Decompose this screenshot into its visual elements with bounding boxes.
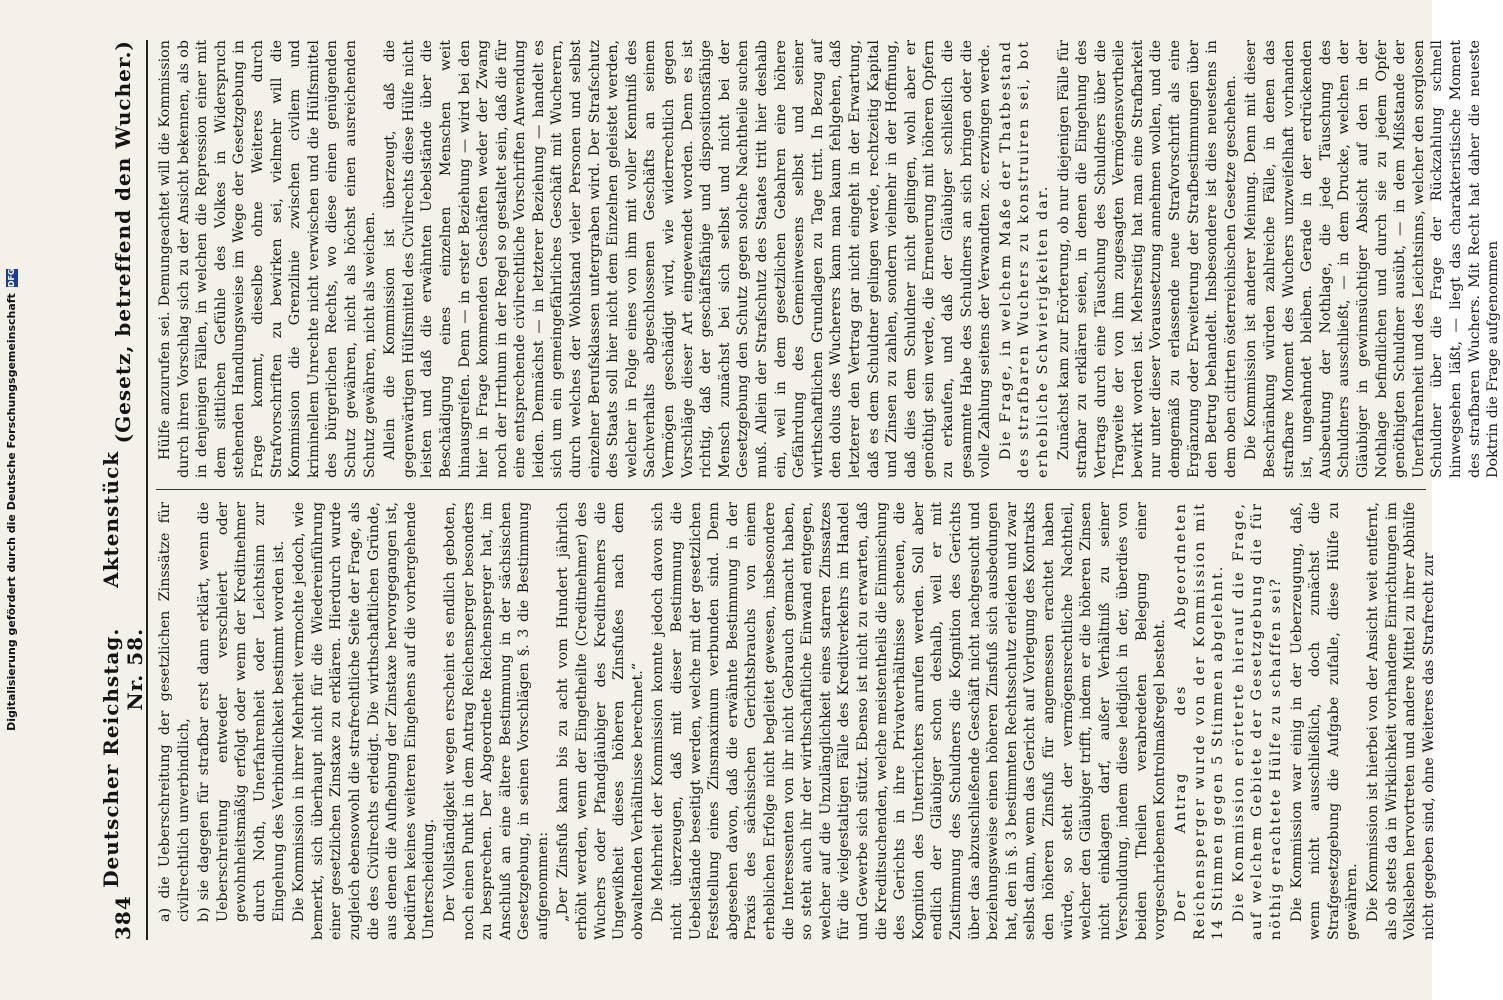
paragraph: a) die Ueberschreitung der gesetzlichen Zinssätze für civilrechtlich unverbindlich, (157, 502, 192, 922)
left-column (156, 502, 1437, 940)
paragraph: Hülfe anzurufen sei. Demungeachtet will die Kommission durch ihren Vorschlag sich zu der Ansicht bekennen, als ob in denjenigen Fällen, in welchen die Repression einer mit dem sittlichen Gefühle des Volkes in Widerspruch stehenden Handlungsweise im Wege der Gesetzgebung in Frage kommt, dieselbe ohne Weiteres durch Strafvorschriften zu bewirken sei, vielmehr will die Kommission die Grenzlinie zwischen civilem und kriminellem Unrechte nicht verwischen und die Hülfsmittel des bürgerlichen Rechts, wo diese einen genügenden Schutz gewähren, nicht als höchst einen ausreichenden Schutz gewähren, nicht als weichen. (157, 40, 378, 478)
text-columns (156, 40, 1502, 940)
right-column (156, 40, 1502, 478)
paragraph: Die Kommission ist hierbei von der Ansicht weit entfernt, als ob stets da in Wirklichkeit vorhandene Einrichtungen im Volksleben hervortreten und andere Mittel zu ihrer Abhülfe nicht gegeben sind, ohne Weiteres das Strafrecht zur (1365, 502, 1437, 940)
header-publication-title: Deutscher Reichstag. (99, 627, 123, 888)
paragraph: Die Kommission ist anderer Meinung. Denn mit dieser Beschränkung würden zahlreiche Fälle, in denen das strafbare Moment des Wuchers unzweifelhaft vorhanden ist, ungeahndet bleiben. Gerade in der erdrückenden Ausbeutung der Nothlage, die jede Täuschung des Schuldners ausschließt, — in dem Drucke, welchen der Gläubiger in gewinnsüchtiger Absicht auf den in der Nothlage befindlichen und durch sie zu jedem Opfer genöthigten Schuldner ausübt, — in dem Mißstande der Unerfahrenheit und des Leichtsinns, welcher den sorglosen Schuldner über die Frage der Rückzahlung schnell hinwegsehen läßt, — liegt das charakteristische Moment des strafbaren Wuchers. Mit Recht hat daher die neueste Doktrin die Frage aufgenommen (1243, 40, 1502, 478)
credit-text: Digitalisierung gefördert durch die Deutsche Forschungsgemeinschaft (5, 293, 18, 731)
page-number: 384 (111, 895, 135, 940)
paragraph: b) sie dagegen für strafbar erst dann erklärt, wenn die Ueberschreitung entweder verschleiert oder gewohnheitsmäßig erfolgt oder wenn der Kreditnehmer durch Noth, Unerfahrenheit oder Leichtsinn zur Eingehung des Verbindlichkeit bestimmt worden ist. (196, 502, 287, 922)
paragraph: Die Kommission war einig in der Ueberzeugung, daß, wenn nicht ausschließlich, doch zunächst die Strafgesetzgebung die Aufgabe zufalle, diese Hülfe zu gewähren. (1288, 502, 1361, 940)
page-header (100, 40, 148, 940)
paragraph: Die Frage, in welchem Maße der Thatbestand des strafbaren Wuchers zu konstruiren sei, bot erhebliche Schwierigkeiten dar. (997, 40, 1051, 478)
dfg-logo-icon: DFG (7, 268, 16, 288)
header-publication (99, 443, 147, 895)
paragraph: Die Mehrheit der Kommission konnte jedoch davon sich nicht überzeugen, daß mit dieser Bestimmung die Uebelstände beseitigt werden, welche mit der gesetzlichen Feststellung eines Zinsmaximum verbunden sind. Denn abgesehen davon, daß die erwähnte Bestimmung in der Praxis des sächsischen Gerichtsbrauchs von einem erheblichen Erfolge nicht begleitet gewesen, insbesondere die Interessenten von ihr nicht Gebrauch gemacht haben, so steht auch ihr der wirthschaftliche Einwand entgegen, welcher auf die Unzulänglichkeit eines starren Zinssatzes für die vielgestaltigen Fälle des Kreditverkehrs im Handel und Gewerbe sich stützt. Ebenso ist nicht zu erwarten, daß die Kreditsuchenden, welche meistentheils die Einmischung des Gerichts in ihre Privatverhältnisse scheuen, die Kognition des Unterrichters anrufen werden. Soll aber endlich der Gläubiger schon deshalb, weil er mit Zustimmung des Schuldners die Kognition des Gerichts über das abzuschließende Geschäft nicht nachgesucht und beziehungsweise einen höheren Zinsfuß sich ausbedungen hat, den in §. 3 bestimmten Rechtsschutz erleiden und zwar selbst dann, wenn das Gericht auf Vorlegung des Kontrakts den höheren Zinsfuß für angemessen erachtet haben würde, so steht der vermögensrechtliche Nachtheil, welcher den Gläubiger trifft, indem er die höheren Zinsen nicht einklagen darf, außer Verhältniß zu seiner Verschuldung, indem diese lediglich in der, überdies von beiden Theilen verabredeten Belegung einer vorgeschriebenen Kontrolmaßregel besteht. (650, 502, 1169, 940)
paragraph: Der Antrag des Abgeordneten Reichensperger wurde von der Kommission mit 14 Stimmen gegen 5 Stimmen abgelehnt. (1173, 502, 1227, 940)
digitization-credit (2, 0, 22, 1000)
paragraph: Zunächst kam zur Erörterung, ob nur diejenigen Fälle für strafbar zu erklären seien, in denen die Eingehung des Vertrags durch eine Täuschung des Schuldners über die Tragweite der von ihm zugesagten Vermögensvortheile bewirkt worden ist. Mehrseitig hat man eine Strafbarkeit nur unter dieser Voraussetzung annehmen wollen, und die demgemäß zu erlassende neue Strafvorschrift als eine Ergänzung oder Erweiterung der Strafbestimmungen über den Betrug behandelt. Insbesondere ist dies neuestens in dem oben citirten österreichischen Gesetze geschehen. (1055, 40, 1239, 478)
credit-strip (2, 0, 22, 1000)
header-topic: (Gesetz, betreffend den Wucher.) (111, 40, 135, 444)
header-document-number: Aktenstück Nr. 58. (99, 450, 147, 711)
paragraph: Die Kommission erörterte hierauf die Frage, auf welchem Gebiete der Gesetzgebung die für nöthig erachtete Hülfe zu schaffen sei? (1230, 502, 1285, 940)
paragraph: Der Vollständigkeit wegen erscheint es endlich geboten, noch einen Punkt in dem Antrag Reichensperger besonders zu besprechen. Der Abgeordnete Reichensperger hat, im Anschluß an eine ältere Bestimmung in der sächsischen Gesetzgebung, in seinen Vorschlägen §. 3 die Bestimmung aufgenommen: (441, 502, 551, 940)
rotated-page-content (99, 40, 1502, 940)
paragraph: Die Kommission in ihrer Mehrheit vermochte jedoch, wie bemerkt, sich überhaupt nicht für die Wiedereinführung einer gesetzlichen Zinstaxe zu erklären. Hierdurch wurde zugleich ebensowohl die strafrechtliche Seite der Frage, als die des Civilrechts erledigt. Die wirthschaftlichen Gründe, aus denen die Aufhebung der Zinstaxe hervorgegangen ist, bedürfen keines weiteren Eingehens auf die vorhergehende Unterscheidung. (291, 502, 438, 940)
paragraph: Allein die Kommission ist überzeugt, daß die gegenwärtigen Hülfsmittel des Civilrechts diese Hülfe nicht leisten und daß die erwähnten Uebelstände über die Beschädigung eines einzelnen Menschen weit hinausgreifen. Denn — in erster Beziehung — wird bei den hier in Frage kommenden Geschäften weder der Zwang noch der Irrthum in der Regel so gestaltet sein, daß die für eine entsprechende civilrechtliche Vorschriften Anwendung leiden. Demnächst — in letzterer Beziehung — handelt es sich um ein gemeingefährliches Geschäft mit Wucherern, durch welches der Wohlstand vieler Personen und selbst einzelner Berufsklassen untergraben wird. Der Strafschutz des Staats soll hier nicht dem Einzelnen geleistet werden, welcher in Folge eines von ihm mit voller Kenntniß des Sachverhalts abgeschlossenen Geschäfts an seinem Vermögen geschädigt wird, wie widerrechtlich gegen Vorschläge dieser Art eingewendet worden. Denn es ist richtig, daß der geschäftsfähige und dispositionsfähige Mensch zunächst bei sich selbst und nicht bei der Gesetzgebung den Schutz gegen solche Nachtheile suchen muß. Allein der Strafschutz des Staates tritt hier deshalb ein, weil in dem gesetzlichen Gebahren eine höhere Gefährdung des Gemeinwesens selbst und seiner wirthschaftlichen Grundlagen zu Tage tritt. In Bezug auf den dolus des Wucherers kann man kaum fehlgehen, daß letzterer den Vertrag gar nicht eingeht in der Erwartung, daß es dem Schuldner gelingen werde, rechtzeitig Kapital und Zinsen zu zahlen, sondern vielmehr in der Hoffnung, daß dies dem Schuldner nicht gelingen, wohl aber er genöthigt sein werde, die Erneuerung mit höheren Opfern zu erkaufen, und daß der Gläubiger schließlich die gesammte Habe des Schuldners an sich bringen oder die volle Zahlung seitens der Verwandten zc. erzwingen werde. (382, 40, 994, 478)
column-divider (156, 489, 1426, 490)
paragraph: „Der Zinsfuß kann bis zu acht vom Hundert jährlich erhöht werden, wenn der Eingetheilte (Creditnehmer) des Wuchers oder Pfandgläubiger des Kreditnehmers die Ungewißheit dieses höheren Zinsfußes nach dem obwaltenden Verhältnisse berechnet.“ (555, 502, 646, 940)
